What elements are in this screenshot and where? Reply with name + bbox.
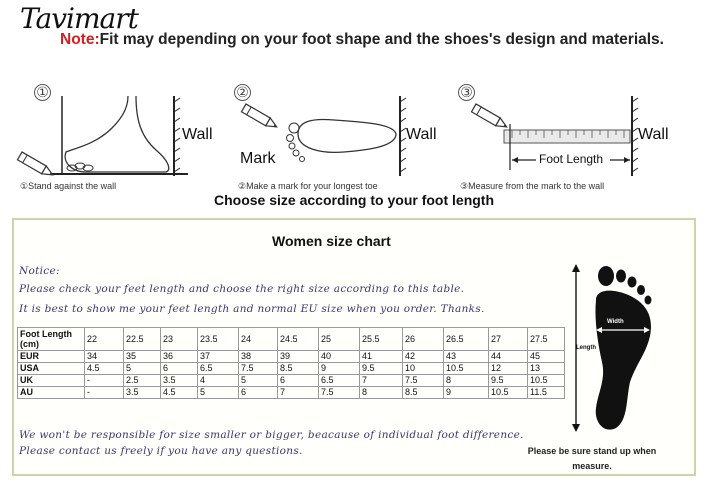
- table-cell: 45: [528, 351, 565, 363]
- table-cell: 9.5: [489, 375, 528, 387]
- pencil-icon: [472, 104, 509, 131]
- stand-up-note: Please be sure stand up when measure.: [527, 446, 657, 471]
- step-caption: ①Stand against the wall: [20, 181, 117, 191]
- table-row: [18, 363, 565, 375]
- table-cell: 24: [239, 328, 278, 351]
- table-cell: 6: [239, 387, 278, 399]
- table-cell: 34: [85, 351, 124, 363]
- table-cell: 10: [403, 363, 444, 375]
- mark-label: Mark: [240, 150, 276, 167]
- table-cell: 35: [124, 351, 161, 363]
- table-cell: 25: [319, 328, 360, 351]
- table-row: [18, 351, 565, 363]
- table-cell: 42: [403, 351, 444, 363]
- table-cell: 26: [403, 328, 444, 351]
- table-cell: 6: [161, 363, 198, 375]
- disclaimer-line: We won't be responsible for size smaller or bigger, beacause of individual foot difference.: [19, 429, 524, 441]
- table-cell: 4: [198, 375, 239, 387]
- table-cell: 12: [489, 363, 528, 375]
- table-cell: 7.5: [319, 387, 360, 399]
- table-cell: 39: [278, 351, 319, 363]
- table-cell: 8: [444, 375, 489, 387]
- table-cell: 6.5: [198, 363, 239, 375]
- table-cell: 6.5: [319, 375, 360, 387]
- step-stand-against-wall: [16, 78, 236, 198]
- table-cell: 38: [239, 351, 278, 363]
- step-caption: ②Make a mark for your longest toe: [238, 181, 378, 191]
- length-label: Length: [576, 345, 596, 351]
- choose-size-heading: Choose size according to your foot length: [214, 192, 495, 208]
- row-header: UK: [18, 375, 85, 387]
- table-row: [18, 328, 565, 351]
- table-cell: 23.5: [198, 328, 239, 351]
- width-label: Width: [607, 319, 624, 325]
- notice-line: It is best to show me your feet length and normal EU size when you order. Thanks.: [19, 303, 485, 315]
- table-cell: 26.5: [444, 328, 489, 351]
- foot-length-label: Foot Length: [539, 152, 604, 166]
- row-header: USA: [18, 363, 85, 375]
- wall-label: Wall: [406, 126, 437, 143]
- table-cell: 27.5: [528, 328, 565, 351]
- table-cell: 10.5: [528, 375, 565, 387]
- table-cell: 3.5: [124, 387, 161, 399]
- chart-title: Women size chart: [272, 233, 391, 249]
- step-caption: ③Measure from the mark to the wall: [460, 181, 605, 191]
- table-cell: 37: [198, 351, 239, 363]
- pencil-icon: [242, 104, 279, 131]
- table-cell: 11.5: [528, 387, 565, 399]
- table-cell: 40: [319, 351, 360, 363]
- table-cell: 5: [239, 375, 278, 387]
- row-header: Foot Length (cm): [18, 328, 85, 351]
- table-cell: 23: [161, 328, 198, 351]
- row-header: EUR: [18, 351, 85, 363]
- table-cell: 8: [360, 387, 403, 399]
- wall-label: Wall: [182, 126, 213, 143]
- table-cell: -: [85, 387, 124, 399]
- table-cell: 5: [124, 363, 161, 375]
- row-header: AU: [18, 387, 85, 399]
- notice-heading: Notice:: [19, 265, 60, 277]
- size-table: [17, 327, 565, 399]
- step-number: ③: [458, 84, 475, 101]
- table-cell: 27: [489, 328, 528, 351]
- notice-line: Please check your feet length and choose the right size according to this table.: [19, 283, 465, 295]
- table-cell: 7.5: [239, 363, 278, 375]
- step-mark-longest-toe: [234, 78, 454, 198]
- table-cell: 36: [161, 351, 198, 363]
- step-number: ①: [34, 84, 51, 101]
- table-cell: 24.5: [278, 328, 319, 351]
- table-cell: 7: [360, 375, 403, 387]
- table-cell: 43: [444, 351, 489, 363]
- table-cell: 8.5: [403, 387, 444, 399]
- step-measure-to-wall: [456, 78, 676, 198]
- table-cell: -: [85, 375, 124, 387]
- table-cell: 9.5: [360, 363, 403, 375]
- contact-line: Please contact us freely if you have any questions.: [19, 445, 303, 457]
- step-number: ②: [234, 84, 251, 101]
- table-cell: 13: [528, 363, 565, 375]
- table-cell: 41: [360, 351, 403, 363]
- table-cell: 9: [444, 387, 489, 399]
- brand-logo: Tavimart: [20, 2, 138, 35]
- table-cell: 10.5: [444, 363, 489, 375]
- table-cell: 7.5: [403, 375, 444, 387]
- table-cell: 2.5: [124, 375, 161, 387]
- table-cell: 22: [85, 328, 124, 351]
- note-label: Note:: [60, 31, 100, 48]
- table-row: [18, 375, 565, 387]
- table-cell: 4.5: [161, 387, 198, 399]
- table-cell: 4.5: [85, 363, 124, 375]
- table-cell: 44: [489, 351, 528, 363]
- table-row: [18, 387, 565, 399]
- table-cell: 9: [319, 363, 360, 375]
- table-cell: 7: [278, 387, 319, 399]
- table-cell: 10.5: [489, 387, 528, 399]
- pencil-icon: [18, 152, 55, 179]
- table-cell: 25.5: [360, 328, 403, 351]
- fit-note: [60, 31, 664, 49]
- table-cell: 5: [198, 387, 239, 399]
- note-text: Fit may depending on your foot shape and the shoes's design and materials.: [99, 31, 664, 48]
- size-chart-panel: [12, 218, 696, 476]
- wall-label: Wall: [638, 126, 669, 143]
- table-cell: 22.5: [124, 328, 161, 351]
- table-cell: 3.5: [161, 375, 198, 387]
- table-cell: 8.5: [278, 363, 319, 375]
- table-cell: 6: [278, 375, 319, 387]
